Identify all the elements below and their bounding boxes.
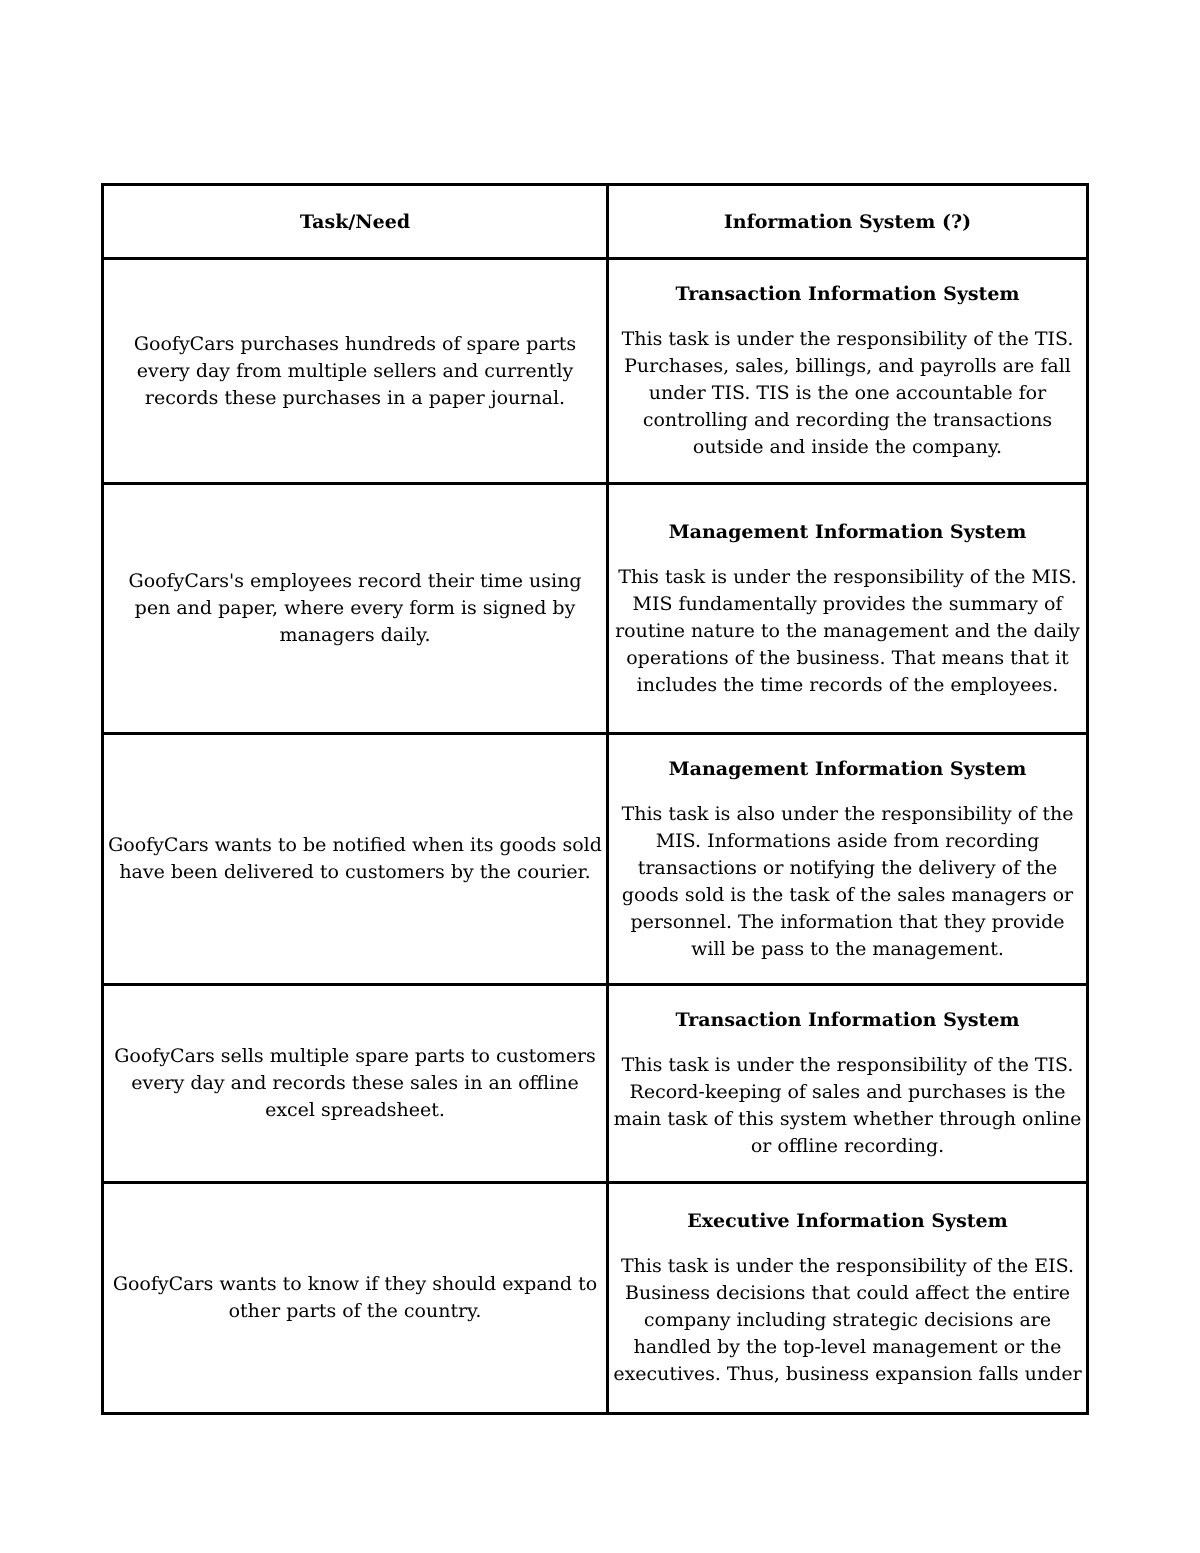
system-title: Transaction Information System	[675, 283, 1020, 305]
system-explanation: This task is under the responsibility of the MIS. MIS fundamentally provides the summary of routine nature to the management and the daily operations of the business. That means that it includes the time records of the employees.	[615, 565, 1080, 696]
system-title: Transaction Information System	[675, 1009, 1020, 1031]
system-explanation: This task is under the responsibility of the TIS. Record-keeping of sales and purchases is the main task of this system whether through online or offline recording.	[613, 1054, 1082, 1157]
system-explanation: This task is under the responsibility of the EIS. Business decisions that could affect the entire company including strategic decisions are handled by the top-level management or the executives. Thus, business expansion falls under	[613, 1255, 1082, 1385]
table-row	[103, 1183, 1088, 1414]
task-cell: GoofyCars wants to know if they should expand to other parts of the country.	[103, 1183, 608, 1414]
system-cell	[608, 259, 1088, 484]
table-row	[103, 259, 1088, 484]
system-explanation: This task is under the responsibility of the TIS. Purchases, sales, billings, and payrolls are fall under TIS. TIS is the one accountable for controlling and recording the transactions outside and inside the company.	[621, 328, 1074, 458]
table-header-row	[103, 185, 1088, 259]
system-cell	[608, 484, 1088, 734]
header-task-need: Task/Need	[103, 185, 608, 259]
table-row	[103, 484, 1088, 734]
system-explanation: This task is also under the responsibility of the MIS. Informations aside from recording transactions or notifying the delivery of the goods sold is the task of the sales managers or personnel. The information that they provide will be pass to the management.	[621, 802, 1074, 960]
system-title: Management Information System	[668, 520, 1027, 543]
task-cell: GoofyCars purchases hundreds of spare parts every day from multiple sellers and currently records these purchases in a paper journal.	[103, 259, 608, 484]
task-cell: GoofyCars's employees record their time using pen and paper, where every form is signed by managers daily.	[103, 484, 608, 734]
system-cell	[608, 1183, 1088, 1414]
system-title: Executive Information System	[687, 1210, 1008, 1232]
header-information-system: Information System (?)	[608, 185, 1088, 259]
system-cell	[608, 985, 1088, 1183]
system-cell	[608, 734, 1088, 985]
system-cell-content	[613, 1208, 1082, 1388]
task-system-table	[101, 183, 1089, 1415]
task-cell: GoofyCars sells multiple spare parts to customers every day and records these sales in an offline excel spreadsheet.	[103, 985, 608, 1183]
task-cell: GoofyCars wants to be notified when its goods sold have been delivered to customers by the courier.	[103, 734, 608, 985]
table-row	[103, 985, 1088, 1183]
system-title: Management Information System	[668, 757, 1027, 780]
table-row	[103, 734, 1088, 985]
